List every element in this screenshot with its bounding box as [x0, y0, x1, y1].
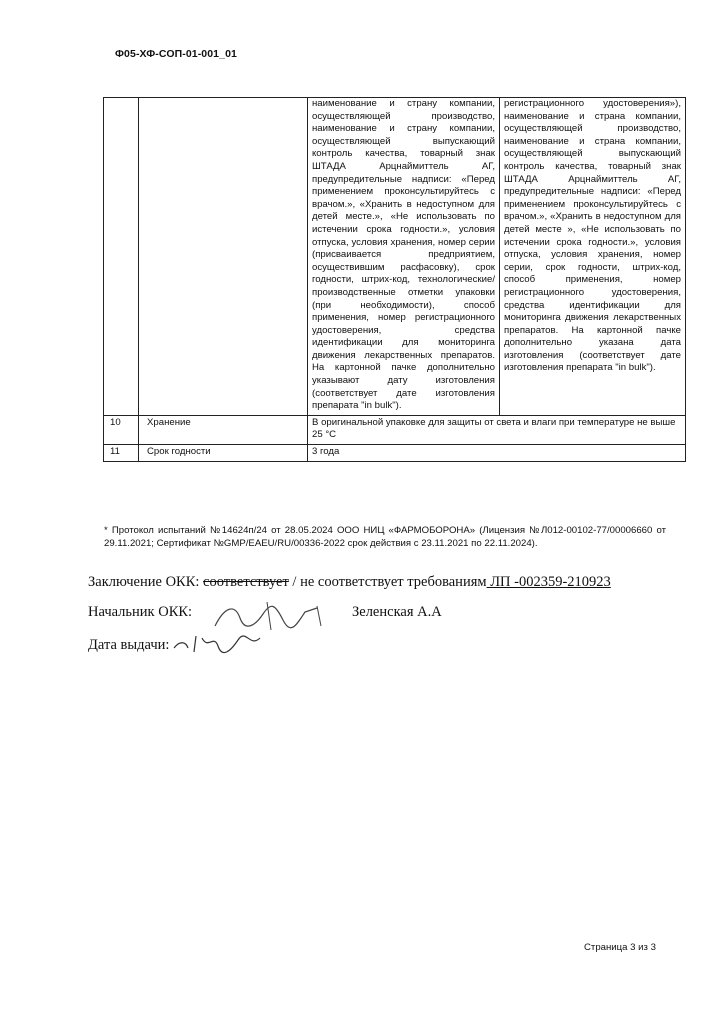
- document-code: Ф05-ХФ-СОП-01-001_01: [115, 48, 237, 60]
- specification-text: наименование и страну компании, осуществляющей производство, наименование и страну компании, осуществляющей выпускающий контроль качества, товарный знак ШТАДА Арцнаймиттель АГ, предупредительные надписи: «Перед применением проконсультируйтесь с врачом.», «Хранить в недоступном для детей месте.», «Не использовать по истечении срока годности.», условия отпуска, условия хранения, номер серии (присваивается предприятием, осуществившим расфасовку), срок годности, штрих-код, технологические/производственные отметки упаковки (при необходимости), способ применения, номер регистрационного удостоверения, средства идентификации для мониторинга движения лекарственных препаратов. На картонной пачке дополнительно указывают дату изготовления (соответствует дате изготовления препарата "in bulk").: [312, 98, 495, 412]
- conclusion-struck-value: соответствует: [203, 574, 289, 590]
- fact-cell: [500, 98, 686, 416]
- parameter-name: Срок годности: [139, 445, 308, 462]
- conclusion-line: [88, 574, 611, 591]
- conclusion-reference: ЛП -002359-210923: [486, 574, 611, 590]
- issue-date-label: Дата выдачи:: [88, 637, 170, 653]
- page-number: Страница 3 из 3: [584, 942, 656, 953]
- shelf-life-value: 3 года: [308, 445, 686, 462]
- table-row: [104, 445, 686, 462]
- footnote: * Протокол испытаний №14624п/24 от 28.05.2024 ООО НИЦ «ФАРМОБОРОНА» (Лицензия №Л012-00102-77/00006660 от 29.11.2021; Сертификат №GMP/EAEU/RU/00336-2022 срок действия с 23.11.2021 по 22.11.2024).: [104, 525, 666, 549]
- head-name: Зеленская А.А: [352, 604, 442, 620]
- row-number: 11: [104, 445, 139, 462]
- conclusion-label: Заключение ОКК:: [88, 574, 200, 590]
- specification-cell: [308, 98, 500, 416]
- specification-table: [103, 97, 686, 462]
- row-number-cell: [104, 98, 139, 416]
- row-number: 10: [104, 415, 139, 444]
- fact-text: регистрационного удостоверения»), наименование и страна компании, осуществляющей производство, наименование и страна компании, осуществляющей выпускающий контроль качества, товарный знак ШТАДА Арцнаймиттель АГ, предупредительные надписи: «Перед применением проконсультируйтесь с врачом.», «Хранить в недоступном для детей месте », «Не использовать по истечении срока годности.», условия отпуска, условия хранения, номер серии, срок годности, штрих-код, способ применения, номер регистрационного удостоверения, средства идентификации для мониторинга движения лекарственных препаратов. На картонной пачке дополнительно указана дата изготовления (соответствует дате изготовления препарата "in bulk").: [504, 98, 681, 374]
- table-row: [104, 415, 686, 444]
- table-row: [104, 98, 686, 416]
- parameter-cell: [139, 98, 308, 416]
- storage-value: В оригинальной упаковке для защиты от света и влаги при температуре не выше 25 °С: [308, 415, 686, 444]
- conclusion-rest: / не соответствует требованиям: [288, 574, 487, 590]
- parameter-name: Хранение: [139, 415, 308, 444]
- head-label: Начальник ОКК:: [88, 604, 193, 620]
- handwritten-date-icon: [168, 628, 268, 658]
